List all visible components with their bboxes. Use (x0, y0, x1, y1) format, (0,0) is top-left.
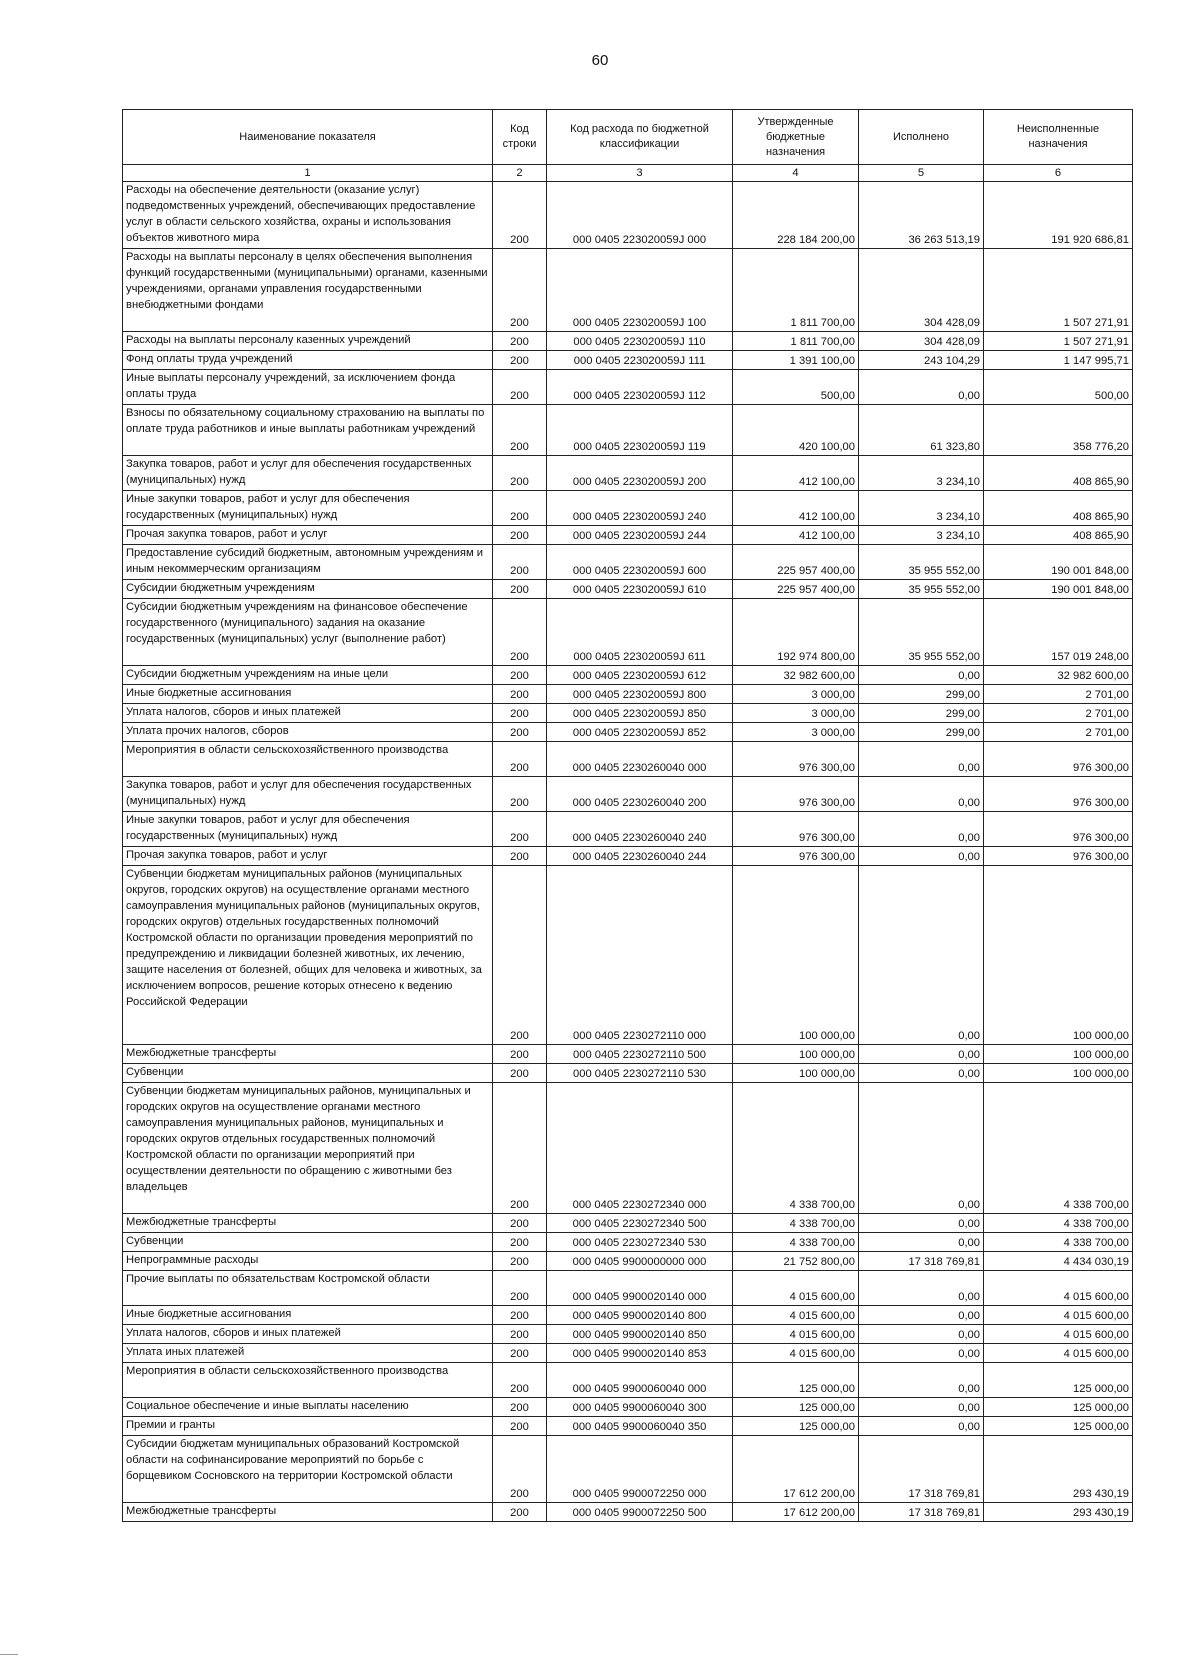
row-code: 200 (493, 599, 547, 666)
row-approved: 4 338 700,00 (733, 1214, 859, 1233)
row-executed: 0,00 (859, 1045, 984, 1064)
table-row (123, 723, 1133, 742)
row-code: 200 (493, 723, 547, 742)
row-name: Межбюджетные трансферты (123, 1045, 493, 1064)
row-executed: 0,00 (859, 1398, 984, 1417)
page-edge-mark (0, 1654, 18, 1655)
row-code: 200 (493, 1436, 547, 1503)
row-executed: 0,00 (859, 1417, 984, 1436)
row-name: Прочая закупка товаров, работ и услуг (123, 847, 493, 866)
row-executed: 243 104,29 (859, 351, 984, 370)
row-name: Прочие выплаты по обязательствам Костромской области (123, 1271, 493, 1306)
table-row (123, 545, 1133, 580)
row-approved: 1 391 100,00 (733, 351, 859, 370)
row-code: 200 (493, 370, 547, 405)
row-unexecuted: 408 865,90 (984, 526, 1133, 545)
row-unexecuted: 358 776,20 (984, 405, 1133, 456)
row-name: Иные закупки товаров, работ и услуг для обеспечения государственных (муниципальных) нужд (123, 812, 493, 847)
table-row (123, 847, 1133, 866)
row-executed: 0,00 (859, 1363, 984, 1398)
row-unexecuted: 190 001 848,00 (984, 580, 1133, 599)
row-unexecuted: 408 865,90 (984, 456, 1133, 491)
row-executed: 304 428,09 (859, 332, 984, 351)
row-unexecuted: 4 015 600,00 (984, 1344, 1133, 1363)
column-numbers-row (123, 165, 1133, 182)
row-code: 200 (493, 1325, 547, 1344)
row-executed: 0,00 (859, 1214, 984, 1233)
row-name: Субвенции бюджетам муниципальных районов, муниципальных и городских округов на осуществление органами местного самоуправления муниципальных районов, муниципальных и городских округов отдельных государственных полномочий Костромской области по организации мероприятий при осуществлении деятельности по обращению с животными без владельцев (123, 1083, 493, 1214)
row-classification: 000 0405 9900060040 000 (547, 1363, 733, 1398)
row-code: 200 (493, 777, 547, 812)
row-approved: 125 000,00 (733, 1363, 859, 1398)
row-code: 200 (493, 812, 547, 847)
row-code: 200 (493, 1271, 547, 1306)
table-row (123, 812, 1133, 847)
row-unexecuted: 1 147 995,71 (984, 351, 1133, 370)
row-code: 200 (493, 249, 547, 332)
row-code: 200 (493, 666, 547, 685)
row-name: Предоставление субсидий бюджетным, автономным учреждениям и иным некоммерческим организациям (123, 545, 493, 580)
row-approved: 4 338 700,00 (733, 1233, 859, 1252)
row-approved: 3 000,00 (733, 723, 859, 742)
row-classification: 000 0405 223020059J 850 (547, 704, 733, 723)
row-code: 200 (493, 1083, 547, 1214)
row-executed: 3 234,10 (859, 491, 984, 526)
row-name: Иные выплаты персоналу учреждений, за исключением фонда оплаты труда (123, 370, 493, 405)
row-name: Уплата прочих налогов, сборов (123, 723, 493, 742)
row-name: Иные бюджетные ассигнования (123, 1306, 493, 1325)
row-code: 200 (493, 1214, 547, 1233)
row-name: Субвенции (123, 1064, 493, 1083)
row-approved: 225 957 400,00 (733, 580, 859, 599)
row-unexecuted: 4 338 700,00 (984, 1214, 1133, 1233)
row-executed: 0,00 (859, 777, 984, 812)
row-unexecuted: 4 434 030,19 (984, 1252, 1133, 1271)
row-approved: 125 000,00 (733, 1417, 859, 1436)
row-approved: 4 015 600,00 (733, 1306, 859, 1325)
row-classification: 000 0405 2230260040 240 (547, 812, 733, 847)
row-classification: 000 0405 223020059J 610 (547, 580, 733, 599)
row-executed: 35 955 552,00 (859, 580, 984, 599)
row-code: 200 (493, 704, 547, 723)
row-executed: 0,00 (859, 742, 984, 777)
row-approved: 17 612 200,00 (733, 1436, 859, 1503)
table-row (123, 351, 1133, 370)
row-code: 200 (493, 1252, 547, 1271)
row-code: 200 (493, 491, 547, 526)
column-number: 4 (733, 165, 859, 182)
row-approved: 412 100,00 (733, 526, 859, 545)
table-row (123, 1417, 1133, 1436)
row-executed: 304 428,09 (859, 249, 984, 332)
row-classification: 000 0405 223020059J 112 (547, 370, 733, 405)
row-unexecuted: 293 430,19 (984, 1436, 1133, 1503)
column-number: 3 (547, 165, 733, 182)
table-row (123, 1083, 1133, 1214)
row-classification: 000 0405 223020059J 119 (547, 405, 733, 456)
header-classification: Код расхода по бюджетной классификации (547, 110, 733, 165)
row-executed: 35 955 552,00 (859, 599, 984, 666)
header-executed: Исполнено (859, 110, 984, 165)
row-approved: 228 184 200,00 (733, 182, 859, 249)
row-classification: 000 0405 9900060040 350 (547, 1417, 733, 1436)
row-unexecuted: 125 000,00 (984, 1398, 1133, 1417)
row-approved: 100 000,00 (733, 1045, 859, 1064)
row-approved: 100 000,00 (733, 1064, 859, 1083)
row-executed: 36 263 513,19 (859, 182, 984, 249)
row-unexecuted: 4 338 700,00 (984, 1083, 1133, 1214)
table-row (123, 456, 1133, 491)
row-unexecuted: 4 015 600,00 (984, 1306, 1133, 1325)
table-row (123, 580, 1133, 599)
budget-execution-table (122, 109, 1133, 1522)
row-name: Закупка товаров, работ и услуг для обеспечения государственных (муниципальных) нужд (123, 456, 493, 491)
row-classification: 000 0405 223020059J 200 (547, 456, 733, 491)
row-code: 200 (493, 742, 547, 777)
row-name: Уплата налогов, сборов и иных платежей (123, 704, 493, 723)
row-approved: 500,00 (733, 370, 859, 405)
table-row (123, 1233, 1133, 1252)
row-code: 200 (493, 685, 547, 704)
row-approved: 976 300,00 (733, 777, 859, 812)
table-row (123, 1344, 1133, 1363)
row-name: Расходы на выплаты персоналу в целях обеспечения выполнения функций государственными (муниципальными) органами, казенными учреждениями, органами управления государственными внебюджетными фондами (123, 249, 493, 332)
row-unexecuted: 2 701,00 (984, 704, 1133, 723)
row-name: Расходы на выплаты персоналу казенных учреждений (123, 332, 493, 351)
row-executed: 299,00 (859, 685, 984, 704)
table-row (123, 1306, 1133, 1325)
row-approved: 192 974 800,00 (733, 599, 859, 666)
table-row (123, 1045, 1133, 1064)
row-code: 200 (493, 1064, 547, 1083)
row-name: Уплата налогов, сборов и иных платежей (123, 1325, 493, 1344)
row-code: 200 (493, 1363, 547, 1398)
row-classification: 000 0405 2230272340 000 (547, 1083, 733, 1214)
row-approved: 100 000,00 (733, 866, 859, 1045)
table-row (123, 742, 1133, 777)
row-name: Межбюджетные трансферты (123, 1214, 493, 1233)
table-body (123, 182, 1133, 1522)
row-code: 200 (493, 332, 547, 351)
row-executed: 17 318 769,81 (859, 1252, 984, 1271)
row-unexecuted: 125 000,00 (984, 1417, 1133, 1436)
row-code: 200 (493, 1398, 547, 1417)
row-name: Расходы на обеспечение деятельности (оказание услуг) подведомственных учреждений, обеспечивающих предоставление услуг в области сельского хозяйства, охраны и использования объектов животного мира (123, 182, 493, 249)
row-name: Субсидии бюджетным учреждениям (123, 580, 493, 599)
table-row (123, 182, 1133, 249)
row-executed: 299,00 (859, 704, 984, 723)
table-row (123, 866, 1133, 1045)
row-name: Прочая закупка товаров, работ и услуг (123, 526, 493, 545)
row-executed: 17 318 769,81 (859, 1503, 984, 1522)
row-executed: 3 234,10 (859, 526, 984, 545)
table-row (123, 666, 1133, 685)
row-executed: 0,00 (859, 1306, 984, 1325)
row-classification: 000 0405 9900020140 850 (547, 1325, 733, 1344)
row-executed: 299,00 (859, 723, 984, 742)
table-header-row (123, 110, 1133, 165)
row-approved: 32 982 600,00 (733, 666, 859, 685)
table-row (123, 405, 1133, 456)
table-row (123, 704, 1133, 723)
row-name: Субсидии бюджетным учреждениям на финансовое обеспечение государственного (муниципального) задания на оказание государственных (муниципальных) услуг (выполнение работ) (123, 599, 493, 666)
column-number: 2 (493, 165, 547, 182)
table-row (123, 332, 1133, 351)
row-code: 200 (493, 847, 547, 866)
row-classification: 000 0405 223020059J 611 (547, 599, 733, 666)
row-unexecuted: 4 015 600,00 (984, 1325, 1133, 1344)
row-name: Иные бюджетные ассигнования (123, 685, 493, 704)
row-unexecuted: 4 338 700,00 (984, 1233, 1133, 1252)
row-code: 200 (493, 351, 547, 370)
table-row (123, 1214, 1133, 1233)
row-code: 200 (493, 1233, 547, 1252)
row-classification: 000 0405 2230272110 000 (547, 866, 733, 1045)
row-unexecuted: 976 300,00 (984, 777, 1133, 812)
row-unexecuted: 500,00 (984, 370, 1133, 405)
row-approved: 21 752 800,00 (733, 1252, 859, 1271)
header-name: Наименование показателя (123, 110, 493, 165)
table-row (123, 370, 1133, 405)
row-unexecuted: 976 300,00 (984, 812, 1133, 847)
row-code: 200 (493, 1344, 547, 1363)
row-executed: 0,00 (859, 666, 984, 685)
table-row (123, 1325, 1133, 1344)
row-classification: 000 0405 9900020140 000 (547, 1271, 733, 1306)
row-unexecuted: 293 430,19 (984, 1503, 1133, 1522)
row-classification: 000 0405 223020059J 240 (547, 491, 733, 526)
row-executed: 0,00 (859, 866, 984, 1045)
row-approved: 1 811 700,00 (733, 249, 859, 332)
row-executed: 3 234,10 (859, 456, 984, 491)
row-code: 200 (493, 1306, 547, 1325)
row-unexecuted: 190 001 848,00 (984, 545, 1133, 580)
row-classification: 000 0405 223020059J 600 (547, 545, 733, 580)
row-name: Субвенции бюджетам муниципальных районов (муниципальных округов, городских округов) на осуществление органами местного самоуправления муниципальных районов (муниципальных округов, городских округов) отдельных государственных полномочий Костромской области по организации проведения мероприятий по предупреждению и ликвидации болезней животных, их лечению, защите населения от болезней, общих для человека и животных, за исключением вопросов, решение которых отнесено к ведению Российской Федерации (123, 866, 493, 1045)
row-classification: 000 0405 223020059J 800 (547, 685, 733, 704)
table-row (123, 1363, 1133, 1398)
row-executed: 0,00 (859, 1083, 984, 1214)
row-unexecuted: 2 701,00 (984, 723, 1133, 742)
row-executed: 0,00 (859, 1325, 984, 1344)
row-code: 200 (493, 1417, 547, 1436)
row-classification: 000 0405 2230260040 244 (547, 847, 733, 866)
row-approved: 4 015 600,00 (733, 1325, 859, 1344)
row-name: Уплата иных платежей (123, 1344, 493, 1363)
row-code: 200 (493, 182, 547, 249)
header-unexecuted: Неисполненные назначения (984, 110, 1133, 165)
row-executed: 17 318 769,81 (859, 1436, 984, 1503)
row-executed: 0,00 (859, 847, 984, 866)
row-approved: 412 100,00 (733, 491, 859, 526)
row-classification: 000 0405 2230272110 530 (547, 1064, 733, 1083)
row-classification: 000 0405 223020059J 110 (547, 332, 733, 351)
row-name: Мероприятия в области сельскохозяйственного производства (123, 1363, 493, 1398)
row-approved: 412 100,00 (733, 456, 859, 491)
row-approved: 1 811 700,00 (733, 332, 859, 351)
row-classification: 000 0405 9900000000 000 (547, 1252, 733, 1271)
header-approved: Утвержденные бюджетные назначения (733, 110, 859, 165)
row-executed: 0,00 (859, 1344, 984, 1363)
row-classification: 000 0405 2230272340 530 (547, 1233, 733, 1252)
table-row (123, 491, 1133, 526)
row-executed: 0,00 (859, 812, 984, 847)
row-unexecuted: 32 982 600,00 (984, 666, 1133, 685)
row-approved: 4 015 600,00 (733, 1344, 859, 1363)
row-classification: 000 0405 223020059J 852 (547, 723, 733, 742)
row-name: Социальное обеспечение и иные выплаты населению (123, 1398, 493, 1417)
row-code: 200 (493, 866, 547, 1045)
row-name: Субсидии бюджетам муниципальных образований Костромской области на софинансирование мероприятий по борьбе с борщевиком Сосновского на территории Костромской области (123, 1436, 493, 1503)
row-executed: 0,00 (859, 370, 984, 405)
row-classification: 000 0405 223020059J 100 (547, 249, 733, 332)
row-unexecuted: 1 507 271,91 (984, 332, 1133, 351)
row-classification: 000 0405 2230272340 500 (547, 1214, 733, 1233)
row-executed: 35 955 552,00 (859, 545, 984, 580)
table-row (123, 1436, 1133, 1503)
row-code: 200 (493, 1045, 547, 1064)
row-name: Иные закупки товаров, работ и услуг для обеспечения государственных (муниципальных) нужд (123, 491, 493, 526)
row-name: Взносы по обязательному социальному страхованию на выплаты по оплате труда работников и иные выплаты работникам учреждений (123, 405, 493, 456)
row-unexecuted: 100 000,00 (984, 1064, 1133, 1083)
row-executed: 0,00 (859, 1271, 984, 1306)
row-unexecuted: 191 920 686,81 (984, 182, 1133, 249)
row-code: 200 (493, 456, 547, 491)
row-unexecuted: 408 865,90 (984, 491, 1133, 526)
row-classification: 000 0405 223020059J 111 (547, 351, 733, 370)
table-row (123, 1398, 1133, 1417)
row-unexecuted: 1 507 271,91 (984, 249, 1133, 332)
row-approved: 976 300,00 (733, 742, 859, 777)
row-unexecuted: 157 019 248,00 (984, 599, 1133, 666)
row-classification: 000 0405 2230260040 000 (547, 742, 733, 777)
row-classification: 000 0405 223020059J 244 (547, 526, 733, 545)
row-name: Субсидии бюджетным учреждениям на иные цели (123, 666, 493, 685)
row-approved: 4 015 600,00 (733, 1271, 859, 1306)
row-classification: 000 0405 2230260040 200 (547, 777, 733, 812)
row-classification: 000 0405 9900072250 000 (547, 1436, 733, 1503)
row-approved: 976 300,00 (733, 812, 859, 847)
row-classification: 000 0405 9900072250 500 (547, 1503, 733, 1522)
row-approved: 125 000,00 (733, 1398, 859, 1417)
row-classification: 000 0405 9900060040 300 (547, 1398, 733, 1417)
table-row (123, 249, 1133, 332)
row-approved: 4 338 700,00 (733, 1083, 859, 1214)
row-unexecuted: 100 000,00 (984, 866, 1133, 1045)
header-code: Код строки (493, 110, 547, 165)
row-name: Субвенции (123, 1233, 493, 1252)
row-code: 200 (493, 545, 547, 580)
row-code: 200 (493, 1503, 547, 1522)
row-executed: 61 323,80 (859, 405, 984, 456)
row-approved: 976 300,00 (733, 847, 859, 866)
row-unexecuted: 125 000,00 (984, 1363, 1133, 1398)
row-name: Закупка товаров, работ и услуг для обеспечения государственных (муниципальных) нужд (123, 777, 493, 812)
row-unexecuted: 976 300,00 (984, 742, 1133, 777)
table-row (123, 599, 1133, 666)
row-classification: 000 0405 9900020140 800 (547, 1306, 733, 1325)
table-row (123, 685, 1133, 704)
table-row (123, 1271, 1133, 1306)
row-name: Непрограммные расходы (123, 1252, 493, 1271)
page-number: 60 (591, 52, 609, 69)
row-unexecuted: 100 000,00 (984, 1045, 1133, 1064)
row-approved: 225 957 400,00 (733, 545, 859, 580)
row-classification: 000 0405 9900020140 853 (547, 1344, 733, 1363)
row-unexecuted: 4 015 600,00 (984, 1271, 1133, 1306)
row-classification: 000 0405 223020059J 612 (547, 666, 733, 685)
row-approved: 420 100,00 (733, 405, 859, 456)
row-name: Премии и гранты (123, 1417, 493, 1436)
table-row (123, 1064, 1133, 1083)
table-row (123, 526, 1133, 545)
row-name: Мероприятия в области сельскохозяйственного производства (123, 742, 493, 777)
row-classification: 000 0405 223020059J 000 (547, 182, 733, 249)
row-code: 200 (493, 405, 547, 456)
row-executed: 0,00 (859, 1064, 984, 1083)
row-name: Межбюджетные трансферты (123, 1503, 493, 1522)
row-classification: 000 0405 2230272110 500 (547, 1045, 733, 1064)
row-unexecuted: 976 300,00 (984, 847, 1133, 866)
row-approved: 17 612 200,00 (733, 1503, 859, 1522)
row-name: Фонд оплаты труда учреждений (123, 351, 493, 370)
row-executed: 0,00 (859, 1233, 984, 1252)
table-row (123, 777, 1133, 812)
column-number: 5 (859, 165, 984, 182)
row-code: 200 (493, 580, 547, 599)
table-row (123, 1503, 1133, 1522)
column-number: 1 (123, 165, 493, 182)
row-approved: 3 000,00 (733, 704, 859, 723)
table-row (123, 1252, 1133, 1271)
row-unexecuted: 2 701,00 (984, 685, 1133, 704)
row-approved: 3 000,00 (733, 685, 859, 704)
row-code: 200 (493, 526, 547, 545)
column-number: 6 (984, 165, 1133, 182)
